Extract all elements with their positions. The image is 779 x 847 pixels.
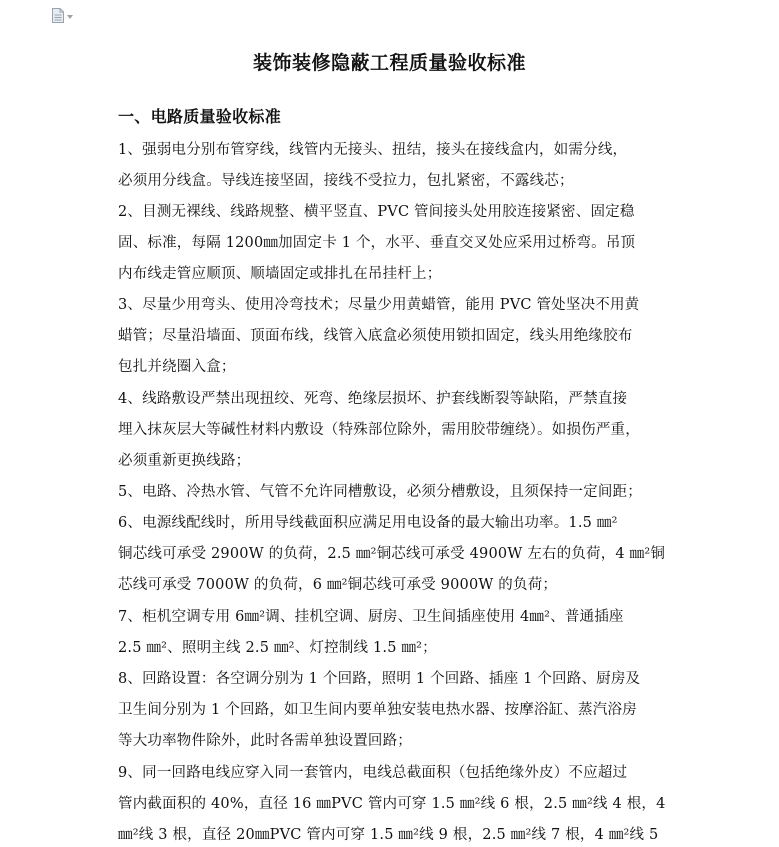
paragraph-line: 3、尽量少用弯头、使用冷弯技术；尽量少用黄蜡管，能用 PVC 管处坚决不用黄	[118, 297, 640, 313]
paragraph-line: 6、电源线配线时，所用导线截面积应满足用电设备的最大输出功率。1.5 ㎜²	[118, 515, 618, 531]
paragraph-line: 铜芯线可承受 2900W 的负荷，2.5 ㎜²铜芯线可承受 4900W 左右的负荷，4 ㎜²铜	[118, 546, 666, 562]
paragraph-line: 必须重新更换线路；	[118, 453, 251, 469]
paragraph-line: 芯线可承受 7000W 的负荷，6 ㎜²铜芯线可承受 9000W 的负荷；	[118, 577, 558, 593]
document-menu[interactable]	[52, 8, 73, 23]
section-heading: 一、电路质量验收标准	[118, 107, 282, 126]
paragraph-line: 7、柜机空调专用 6㎜²调、挂机空调、厨房、卫生间插座使用 4㎜²、普通插座	[118, 609, 624, 625]
paragraph-line: 包扎并绕圈入盒；	[118, 359, 236, 375]
paragraph-line: 2.5 ㎜²、照明主线 2.5 ㎜²、灯控制线 1.5 ㎜²；	[118, 640, 437, 656]
paragraph-line: 卫生间分别为 1 个回路，如卫生间内要单独安装电热水器、按摩浴缸、蒸汽浴房	[118, 702, 637, 718]
paragraph-line: 2、目测无裸线、线路规整、横平竖直、PVC 管间接头处用胶连接紧密、固定稳	[118, 204, 635, 220]
paragraph-line: 等大功率物件除外，此时各需单独设置回路；	[118, 733, 412, 749]
chevron-down-icon[interactable]	[67, 15, 73, 19]
paragraph-line: 蜡管；尽量沿墙面、顶面布线，线管入底盒必须使用锁扣固定，线头用绝缘胶布	[118, 328, 633, 344]
document-title: 装饰装修隐蔽工程质量验收标准	[252, 52, 526, 74]
paragraph-line: 固、标准，每隔 1200㎜加固定卡 1 个，水平、垂直交叉处应采用过桥弯。吊顶	[118, 235, 636, 251]
paragraph-line: 管内截面积的 40%，直径 16 ㎜PVC 管内可穿 1.5 ㎜²线 6 根，2.5 ㎜²线 4 根，4	[118, 796, 666, 812]
paragraph-line: 5、电路、冷热水管、气管不允许同槽敷设，必须分槽敷设，且须保持一定间距；	[118, 484, 642, 500]
paragraph-line: ㎜²线 3 根，直径 20㎜PVC 管内可穿 1.5 ㎜²线 9 根，2.5 ㎜²线 7 根，4 ㎜²线 5	[118, 827, 659, 843]
paragraph-line: 1、强弱电分别布管穿线，线管内无接头、扭结，接头在接线盒内，如需分线，	[118, 142, 628, 158]
paragraph-line: 内布线走管应顺顶、顺墙固定或排扎在吊挂杆上；	[118, 266, 442, 282]
document-icon[interactable]	[52, 8, 64, 23]
paragraph-line: 埋入抹灰层大等碱性材料内敷设（特殊部位除外，需用胶带缠绕）。如损伤严重，	[118, 422, 640, 438]
paragraph-line: 4、线路敷设严禁出现扭绞、死弯、绝缘层损坏、护套线断裂等缺陷，严禁直接	[118, 391, 628, 407]
paragraph-line: 8、回路设置：各空调分别为 1 个回路，照明 1 个回路、插座 1 个回路、厨房及	[118, 671, 641, 687]
paragraph-line: 9、同一回路电线应穿入同一套管内，电线总截面积（包括绝缘外皮）不应超过	[118, 765, 628, 781]
paragraph-line: 必须用分线盒。导线连接坚固，接线不受拉力，包扎紧密，不露线芯；	[118, 173, 574, 189]
